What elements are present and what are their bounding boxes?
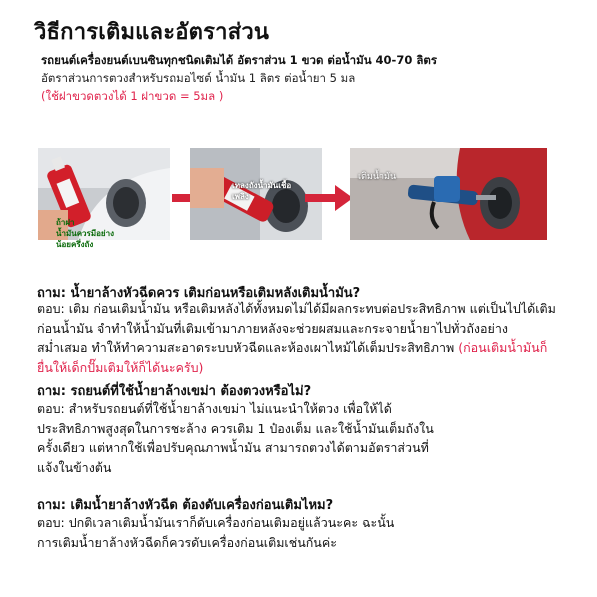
faq-answer-1-text: ตอบ: เติม ก่อนเติมน้ำมัน หรือเติมหลังได้ทั้งหมดไม่ได้มีผลกระทบต่อประสิทธิภาพ แต่เป็นไปได้เติมก่อนน้ำมัน จำทำให้น้ำมันที่เติมเข้ามาภายหลังจะช่วยผสมและกระจายน้ำยาไปทั่วถังอย่างสม่ำเสมอ ทำให้ทำความสะอาดระบบหัวฉีดและห้องเผาไหม้ได้เต็มประสิทธิภาพ (37, 301, 556, 355)
ratio-car-text: รถยนต์เครื่องยนต์เบนซินทุกชนิดเติมได้ อัตราส่วน 1 ขวด ต่อน้ำมัน 40-70 ลิตร (41, 53, 438, 67)
ratio-motorcycle-text: อัตราส่วนการตวงสำหรับรถมอไซต์ น้ำมัน 1 ลิตร ต่อน้ำยา 5 มล (41, 71, 356, 85)
cap-measure-note: (ใช้ฝาขวดตวงได้ 1 ฝาขวด = 5มล ) (41, 89, 224, 103)
step3-overlay-label: เติมน้ำมัน (358, 172, 397, 182)
page-title: วิธีการเติมและอัตราส่วน (34, 20, 270, 45)
step1-overlay-label: ถ้าฝา น้ำมันควรมีอย่าง น้อยครึ่งถัง (56, 218, 115, 249)
faq-question-2: ถาม: รถยนต์ที่ใช้น้ำยาล้างเขม่า ต้องตวงหรือไม่? (37, 384, 312, 399)
step1-overlay-text (56, 217, 146, 250)
faq-answer-2: ตอบ: สำหรับรถยนต์ที่ใช้น้ำยาล้างเขม่า ไม่แนะนำให้ตวง เพื่อให้ได้ประสิทธิภาพสูงสุดในการชะล้าง ควรเติม 1 ป๋องเต็ม และใช้น้ำมันเต็มถังในครั้งเดียว แต่หากใช้เพื่อปรับคุณภาพน้ำมัน สามารถตวงได้ตามอัตราส่วนที่แจ้งในข้างต้น (37, 401, 434, 475)
faq-answer-3: ตอบ: ปกติเวลาเติมน้ำมันเราก็ดับเครื่องก่อนเติมอยู่แล้วนะคะ ฉะนั้นการเติมน้ำยาล้างหัวฉีดก็ควรดับเครื่องก่อนเติมเช่นกันค่ะ (37, 515, 395, 550)
arrow-right-icon (305, 183, 353, 213)
step3-photo (350, 148, 547, 240)
faq-question-3: ถาม: เติมน้ำยาล้างหัวฉีด ต้องดับเครื่องก่อนเติมไหม? (37, 498, 334, 513)
step2-overlay-text (232, 180, 312, 202)
step3-overlay-text (358, 172, 396, 183)
faq-answer-1 (37, 299, 557, 377)
faq-question-1: ถาม: น้ำยาล้างหัวฉีดควร เติมก่อนหรือเติมหลังเติมน้ำมัน? (37, 286, 361, 301)
faq-answer-1-note: (ก่อนเติมน้ำมันก็ยื่นให้เด็กปั๊มเติมให้ก็ได้นะครับ) (37, 340, 548, 375)
step2-overlay-label: เทลงถังน้ำมันเชื้อ เพลิง (232, 181, 292, 201)
